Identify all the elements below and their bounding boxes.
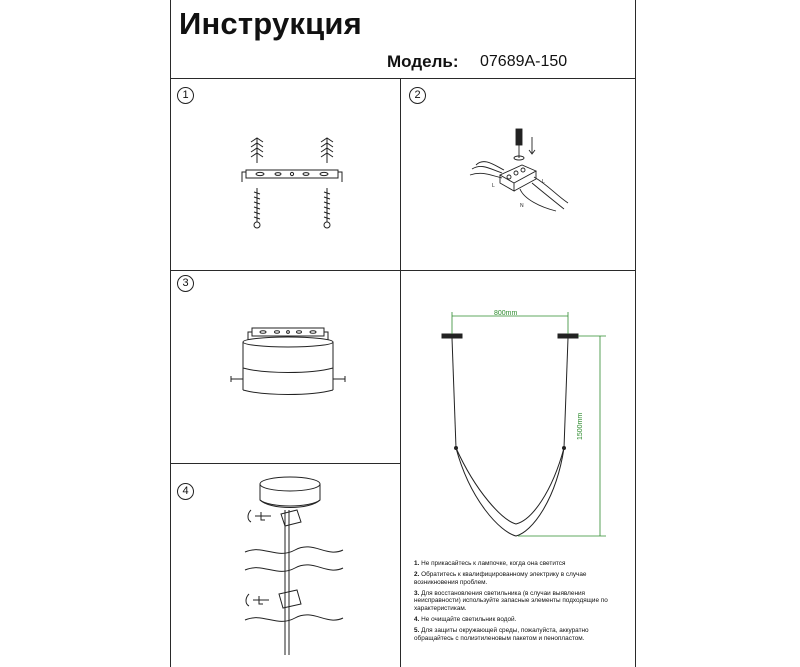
wire-connector-icon (460, 125, 580, 220)
step-4-number: 4 (177, 483, 194, 500)
svg-text:L: L (542, 179, 545, 185)
width-dimension-label: 800mm (494, 310, 518, 317)
grid-divider (170, 463, 400, 464)
note-item: 1. Не прикасайтесь к лампочке, когда она светится (414, 560, 566, 567)
wall-anchor-icon (251, 138, 333, 163)
page-title: Инструкция (179, 6, 362, 41)
pendant-lamp-icon (400, 270, 636, 560)
model-value: 07689A-150 (480, 53, 568, 70)
step-2-number: 2 (409, 87, 426, 104)
note-item: 3. Для восстановления светильника (в случаи выявления неисправности) используйте запасные элементы подходящие по характеристикам. (414, 589, 608, 612)
svg-text:N: N (520, 203, 524, 209)
note-item: 4. Не очищайте светильник водой. (414, 616, 517, 624)
canopy-icon (225, 320, 360, 400)
step-1-number: 1 (177, 87, 194, 104)
height-dimension-label: 1500mm (577, 412, 584, 440)
grid-divider (170, 78, 636, 79)
note-item: 2. Обратитесь к квалифицированному электрику в случае возникновения проблем. (414, 571, 587, 586)
safety-notes (414, 560, 624, 646)
svg-text:L: L (492, 183, 495, 189)
model-label: Модель: (387, 52, 459, 71)
note-item: 5. Для защиты окружающей среды, пожалуйста, аккуратно обращайтесь с полиэтиленовым пакетом и пенопластом. (414, 627, 589, 642)
cable-clamp-icon (235, 470, 365, 660)
mounting-bracket-icon (230, 130, 360, 240)
step-3-number: 3 (177, 275, 194, 292)
